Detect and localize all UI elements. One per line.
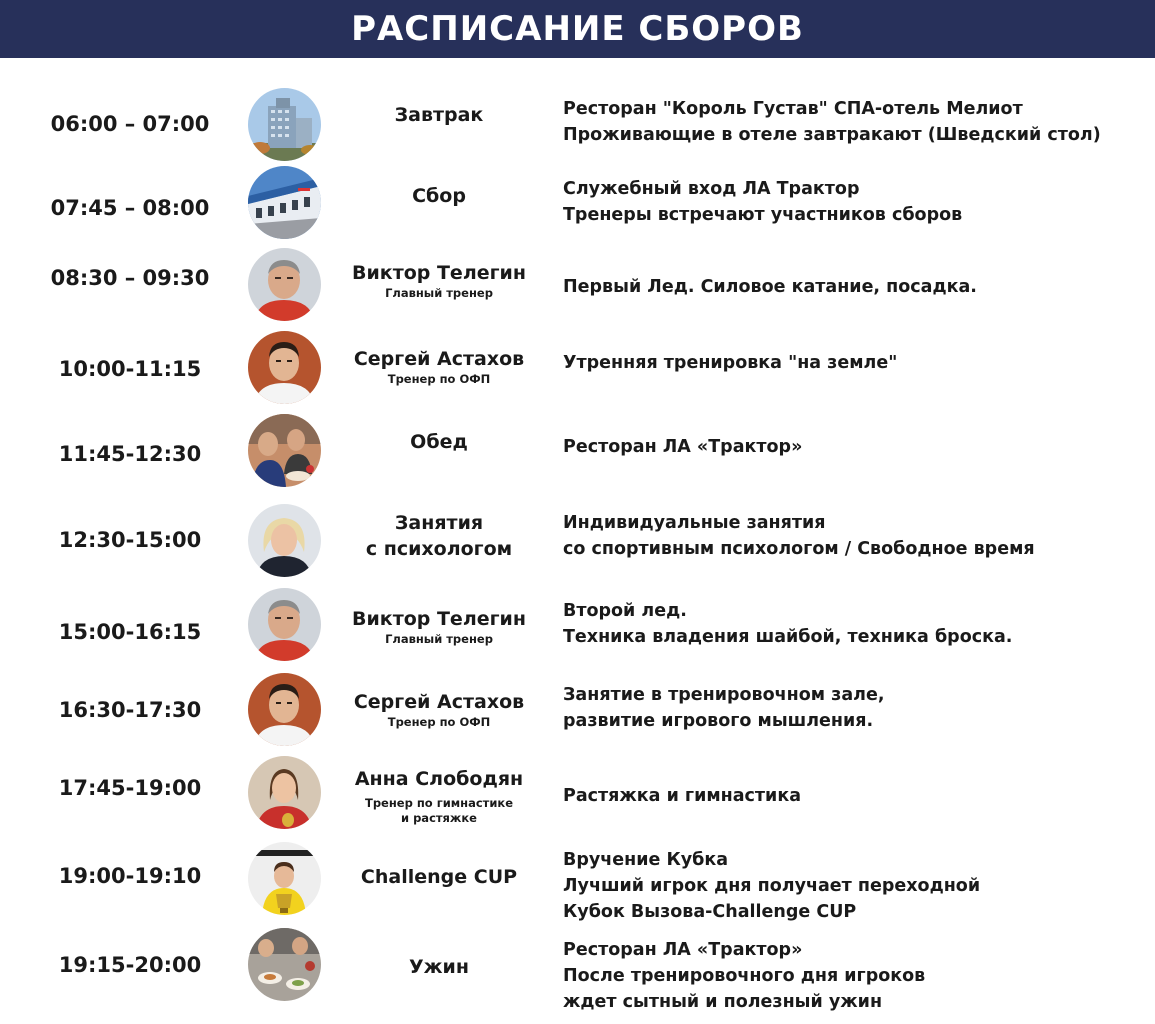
activity-name: Обед xyxy=(410,431,468,453)
schedule-row xyxy=(0,166,1155,246)
description-line: Тренеры встречают участников сборов xyxy=(563,205,963,225)
person-role: Главный тренер xyxy=(385,286,493,300)
activity-description xyxy=(563,176,1148,228)
time-range: 07:45 – 08:00 xyxy=(50,196,210,220)
time-range: 11:45-12:30 xyxy=(58,442,202,466)
activity-title xyxy=(330,510,548,562)
description-line: Лучший игрок дня получает переходной xyxy=(563,876,981,896)
time-range: 15:00-16:15 xyxy=(58,620,202,644)
person-role: Тренер по ОФП xyxy=(387,715,491,729)
description-line: Занятие в тренировочном зале, xyxy=(563,685,885,705)
activity-description xyxy=(563,783,1148,809)
person-role-line2: и растяжке xyxy=(401,811,477,825)
activity-name: Сбор xyxy=(412,185,466,207)
page-title: РАСПИСАНИЕ СБОРОВ xyxy=(351,9,804,49)
lunch-photo xyxy=(248,414,321,487)
person-role: Тренер по гимнастике xyxy=(364,796,514,810)
person-info xyxy=(330,260,548,301)
schedule-row xyxy=(0,928,1155,1020)
person-name: Анна Слободян xyxy=(354,768,524,790)
schedule-row xyxy=(0,838,1155,928)
activity-description xyxy=(563,847,1148,925)
psychologist-portrait-photo xyxy=(248,504,321,577)
person-role: Главный тренер xyxy=(385,632,493,646)
time-range: 19:15-20:00 xyxy=(58,953,202,977)
activity-title xyxy=(330,864,548,890)
trainer-portrait-photo xyxy=(248,331,321,404)
time-range: 19:00-19:10 xyxy=(58,864,202,888)
activity-description xyxy=(563,96,1148,148)
description-line: Вручение Кубка xyxy=(563,850,729,870)
description-line: со спортивным психологом / Свободное время xyxy=(563,539,1035,559)
activity-description xyxy=(563,682,1148,734)
person-info xyxy=(330,606,548,647)
description-line: После тренировочного дня игроков xyxy=(563,966,926,986)
description-line: Проживающие в отеле завтракают (Шведский стол) xyxy=(563,125,1101,145)
time-range: 12:30-15:00 xyxy=(58,528,202,552)
description-line: Ресторан ЛА «Трактор» xyxy=(563,940,803,960)
schedule-header xyxy=(0,0,1155,58)
time-range: 06:00 – 07:00 xyxy=(50,112,210,136)
schedule-row xyxy=(0,750,1155,838)
time-range: 10:00-11:15 xyxy=(58,357,202,381)
coach-portrait-photo xyxy=(248,248,321,321)
schedule-row xyxy=(0,412,1155,496)
description-line: ждет сытный и полезный ужин xyxy=(563,992,883,1012)
hotel-building-photo xyxy=(248,88,321,161)
person-info xyxy=(330,766,548,826)
activity-name-line2: с психологом xyxy=(365,538,513,560)
person-role: Тренер по ОФП xyxy=(387,372,491,386)
schedule-row xyxy=(0,330,1155,412)
description-line: Техника владения шайбой, техника броска. xyxy=(563,627,1013,647)
description-line: развитие игрового мышления. xyxy=(563,711,874,731)
description-line: Утренняя тренировка "на земле" xyxy=(563,353,898,373)
description-line: Ресторан "Король Густав" СПА-отель Мелиот xyxy=(563,99,1023,119)
activity-description xyxy=(563,510,1148,562)
person-name: Сергей Астахов xyxy=(353,348,525,370)
activity-title xyxy=(330,102,548,128)
trainer-portrait-photo xyxy=(248,673,321,746)
coach-portrait-photo xyxy=(248,588,321,661)
activity-title xyxy=(330,429,548,455)
person-info xyxy=(330,346,548,387)
person-info xyxy=(330,689,548,730)
activity-title xyxy=(330,183,548,209)
activity-name: Ужин xyxy=(409,956,469,978)
dinner-photo xyxy=(248,928,321,1001)
schedule-row xyxy=(0,666,1155,750)
time-range: 17:45-19:00 xyxy=(58,776,202,800)
trophy-winner-photo xyxy=(248,842,321,915)
schedule-row xyxy=(0,82,1155,166)
description-line: Служебный вход ЛА Трактор xyxy=(563,179,860,199)
activity-description xyxy=(563,598,1148,650)
schedule-row xyxy=(0,496,1155,582)
activity-name: Завтрак xyxy=(394,104,484,126)
person-name: Виктор Телегин xyxy=(352,262,526,284)
activity-description xyxy=(563,274,1148,300)
description-line: Индивидуальные занятия xyxy=(563,513,826,533)
description-line: Первый Лед. Силовое катание, посадка. xyxy=(563,277,977,297)
arena-entrance-photo xyxy=(248,166,321,239)
activity-description xyxy=(563,434,1148,460)
activity-name: Challenge CUP xyxy=(360,866,518,888)
description-line: Ресторан ЛА «Трактор» xyxy=(563,437,803,457)
person-name: Виктор Телегин xyxy=(352,608,526,630)
time-range: 16:30-17:30 xyxy=(58,698,202,722)
description-line: Растяжка и гимнастика xyxy=(563,786,802,806)
activity-description xyxy=(563,350,1148,376)
gymnastics-coach-photo xyxy=(248,756,321,829)
activity-description xyxy=(563,937,1148,1015)
description-line: Второй лед. xyxy=(563,601,687,621)
schedule-row xyxy=(0,582,1155,666)
activity-name: Занятия xyxy=(394,512,484,534)
activity-title xyxy=(330,954,548,980)
person-name: Сергей Астахов xyxy=(353,691,525,713)
schedule-row xyxy=(0,246,1155,330)
description-line: Кубок Вызова-Challenge CUP xyxy=(563,902,857,922)
time-range: 08:30 – 09:30 xyxy=(50,266,210,290)
